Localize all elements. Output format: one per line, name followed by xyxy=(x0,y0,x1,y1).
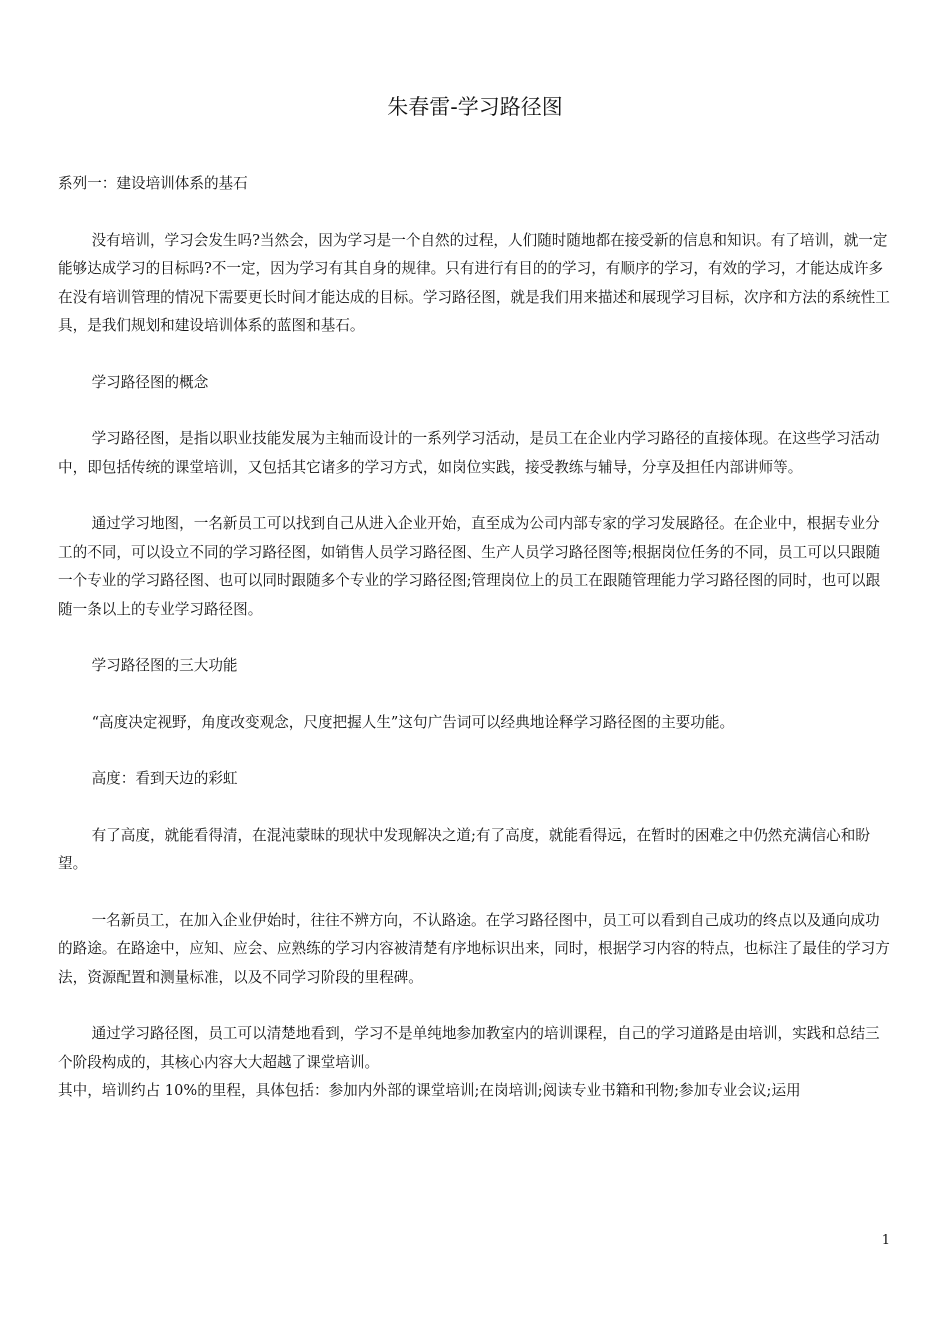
page-number: 1 xyxy=(881,1233,890,1248)
path-paragraph: 通过学习路径图，员工可以清楚地看到，学习不是单纯地参加教室内的培训课程，自己的学习道路是由培训，实践和总结三个阶段构成的，其核心内容大大超越了课堂培训。 xyxy=(58,1025,880,1071)
section-heading-functions: 学习路径图的三大功能 xyxy=(91,657,238,674)
document-title: 朱春雷-学习路径图 xyxy=(387,95,563,119)
height-paragraph: 有了高度，就能看得清，在混沌蒙昧的现状中发现解决之道;有了高度，就能看得远，在暂时的困难之中仍然充满信心和盼望。 xyxy=(58,826,870,872)
learning-map-paragraph: 通过学习地图，一名新员工可以找到自己从进入企业开始，直至成为公司内部专家的学习发展路径。在企业中，根据专业分工的不同，可以设立不同的学习路径图，如销售人员学习路径图、生产人员学习路径图等;根据岗位任务的不同，员工可以只跟随一个专业的学习路径图、也可以同时跟随多个专业的学习路径图;管理岗位上的员工在跟随管理能力学习路径图的同时，也可以跟随一条以上的专业学习路径图。 xyxy=(58,515,881,618)
concept-paragraph: 学习路径图，是指以职业技能发展为主轴而设计的一系列学习活动，是员工在企业内学习路径的直接体现。在这些学习活动中，即包括传统的课堂培训，又包括其它诸多的学习方式，如岗位实践，接受教练与辅导，分享及担任内部讲师等。 xyxy=(58,430,880,476)
section-heading-concept: 学习路径图的概念 xyxy=(91,373,209,391)
slogan-paragraph: “高度决定视野，角度改变观念，尺度把握人生”这句广告词可以经典地诠释学习路径图的主要功能。 xyxy=(91,713,735,731)
document-body xyxy=(58,170,894,1106)
new-employee-paragraph: 一名新员工，在加入企业伊始时，往往不辨方向，不认路途。在学习路径图中，员工可以看到自己成功的终点以及通向成功的路途。在路途中，应知、应会、应熟练的学习内容被清楚有序地标识出来，同时，根据学习内容的特点，也标注了最佳的学习方法，资源配置和测量标准，以及不同学习阶段的里程碑。 xyxy=(58,911,890,986)
training-share-paragraph: 其中，培训约占 10%的里程，具体包括：参加内外部的课堂培训;在岗培训;阅读专业书籍和刊物;参加专业会议;运用 xyxy=(58,1082,801,1099)
subheading-height: 高度：看到天边的彩虹 xyxy=(91,770,238,787)
intro-paragraph: 没有培训，学习会发生吗?当然会，因为学习是一个自然的过程，人们随时随地都在接受新的信息和知识。有了培训，就一定能够达成学习的目标吗?不一定，因为学习有其自身的规律。只有进行有目的的学习，有顺序的学习，有效的学习，才能达成许多在没有培训管理的情况下需要更长时间才能达成的目标。学习路径图，就是我们用来描述和展现学习目标，次序和方法的系统性工具，是我们规划和建设培训体系的蓝图和基石。 xyxy=(58,231,890,334)
series-heading: 系列一：建设培训体系的基石 xyxy=(58,175,248,192)
